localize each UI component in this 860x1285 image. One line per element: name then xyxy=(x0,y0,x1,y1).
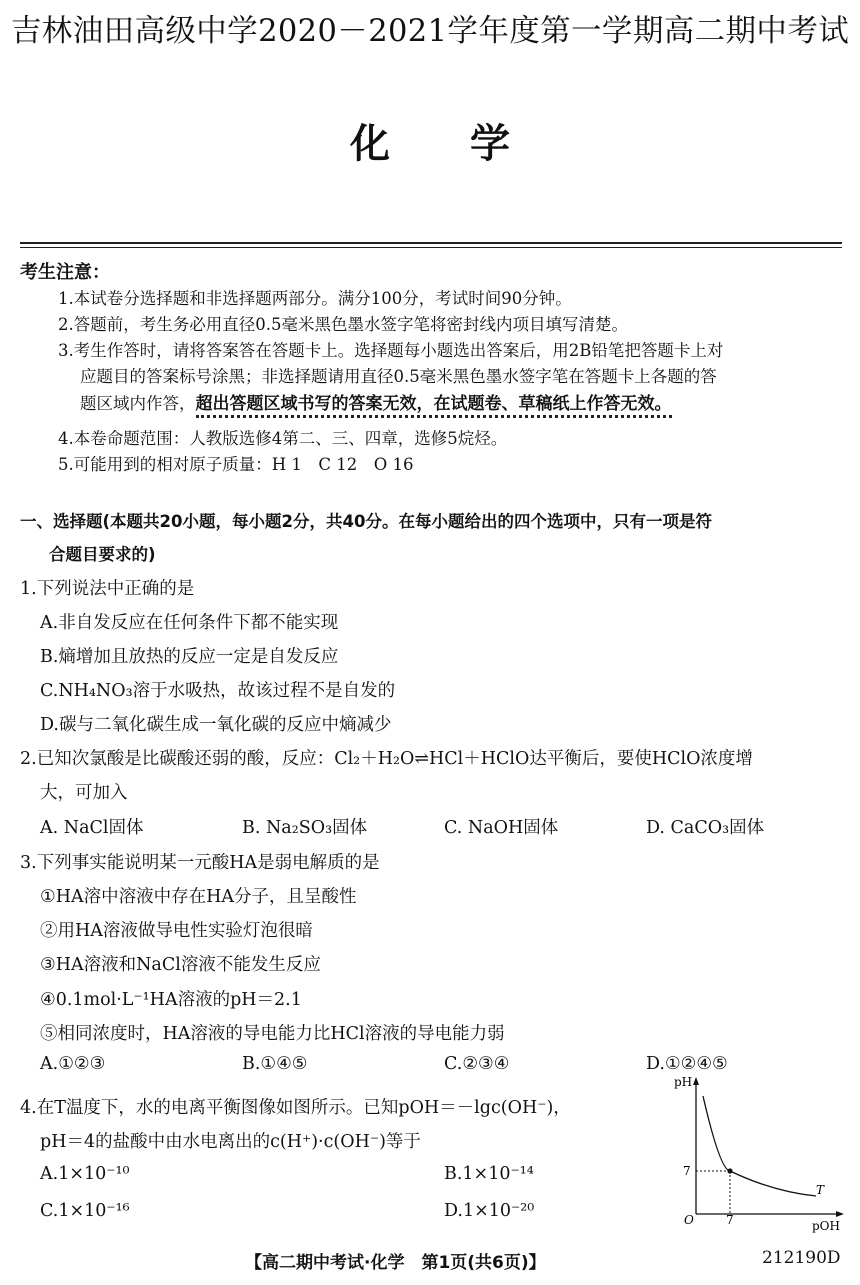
notice-item-1: 1.本试卷分选择题和非选择题两部分。满分100分，考试时间90分钟。 xyxy=(58,289,572,308)
q2-option-b: B. Na₂SO₃固体 xyxy=(242,818,368,838)
notice-item-2: 2.答题前，考生务必用直径0.5毫米黑色墨水签字笔将密封线内项目填写清楚。 xyxy=(58,315,628,334)
q1-option-c: C.NH₄NO₃溶于水吸热，故该过程不是自发的 xyxy=(40,681,396,701)
page-footer: 【高二期中考试·化学 第1页(共6页)】 xyxy=(245,1253,546,1273)
subject-char-2: 学 xyxy=(470,121,510,167)
q1-option-b: B.熵增加且放热的反应一定是自发反应 xyxy=(40,647,339,667)
y-axis-arrow xyxy=(693,1077,699,1085)
y-axis-label: pH xyxy=(674,1075,693,1089)
q4-stem: 4.在T温度下，水的电离平衡图像如图所示。已知pOH＝－lgc(OH⁻)， xyxy=(20,1098,571,1118)
q3-stem: 3.下列事实能说明某一元酸HA是弱电解质的是 xyxy=(20,853,380,873)
q3-fact-2: ②用HA溶液做导电性实验灯泡很暗 xyxy=(40,921,313,941)
q4-option-b: B.1×10⁻¹⁴ xyxy=(444,1164,534,1184)
q4-option-a: A.1×10⁻¹⁰ xyxy=(40,1164,130,1184)
paper-code: 212190D xyxy=(762,1248,841,1268)
notice-item-3-cont2 xyxy=(80,389,672,414)
x-axis-arrow xyxy=(836,1211,844,1217)
notice-item-5: 5.可能用到的相对原子质量：H 1 C 12 O 16 xyxy=(58,455,414,474)
header-rule-thick xyxy=(20,242,842,244)
y-tick-label: 7 xyxy=(683,1164,691,1178)
notice-item-3: 3.考生作答时，请将答案答在答题卡上。选择题每小题选出答案后，用2B铅笔把答题卡上对 xyxy=(58,341,724,360)
q3-fact-4: ④0.1mol·L⁻¹HA溶液的pH＝2.1 xyxy=(40,990,302,1010)
q3-fact-1: ①HA溶中溶液中存在HA分子，且呈酸性 xyxy=(40,887,357,907)
q4-ionization-graph xyxy=(676,1074,846,1234)
notice-title: 考生注意： xyxy=(20,262,110,283)
q3-fact-3: ③HA溶液和NaCl溶液不能发生反应 xyxy=(40,955,321,975)
q2-option-a: A. NaCl固体 xyxy=(40,818,144,838)
origin-label: O xyxy=(684,1213,694,1227)
exam-title: 吉林油田高级中学2020－2021学年度第一学期高二期中考试 xyxy=(10,14,850,49)
header-rule-thin xyxy=(20,247,842,248)
q2-option-c: C. NaOH固体 xyxy=(444,818,559,838)
x-tick-label: 7 xyxy=(726,1213,734,1227)
q3-fact-5: ⑤相同浓度时，HA溶液的导电能力比HCl溶液的导电能力弱 xyxy=(40,1024,505,1044)
isotherm-curve xyxy=(703,1096,816,1196)
q2-stem-cont: 大，可加入 xyxy=(40,783,128,803)
q1-option-d: D.碳与二氧化碳生成一氧化碳的反应中熵减少 xyxy=(40,715,392,735)
q3-option-b: B.①④⑤ xyxy=(242,1054,308,1074)
q4-stem-cont: pH＝4的盐酸中由水电离出的c(H⁺)·c(OH⁻)等于 xyxy=(40,1132,421,1152)
q3-option-d: D.①②④⑤ xyxy=(646,1054,728,1074)
q4-option-d: D.1×10⁻²⁰ xyxy=(444,1201,535,1221)
equilibrium-point xyxy=(727,1168,732,1173)
notice-item-4: 4.本卷命题范围：人教版选修4第二、三、四章，选修5烷烃。 xyxy=(58,429,508,448)
section-heading: 一、选择题(本题共20小题，每小题2分，共40分。在每小题给出的四个选项中，只有一项是符 xyxy=(20,512,712,531)
notice-emphasis: 超出答题区域书写的答案无效，在试题卷、草稿纸上作答无效。 xyxy=(196,394,672,418)
x-axis-label: pOH xyxy=(812,1219,840,1233)
notice-item-3-cont: 应题目的答案标号涂黑；非选择题请用直径0.5毫米黑色墨水签字笔在答题卡上各题的答 xyxy=(80,367,717,386)
q1-stem: 1.下列说法中正确的是 xyxy=(20,579,195,599)
q3-option-c: C.②③④ xyxy=(444,1054,510,1074)
q1-option-a: A.非自发反应在任何条件下都不能实现 xyxy=(40,613,339,633)
q2-stem: 2.已知次氯酸是比碳酸还弱的酸，反应：Cl₂＋H₂O⇌HCl＋HClO达平衡后，要使HClO浓度增 xyxy=(20,749,753,769)
q3-option-a: A.①②③ xyxy=(40,1054,106,1074)
subject-char-1: 化 xyxy=(350,121,390,167)
q2-option-d: D. CaCO₃固体 xyxy=(646,818,765,838)
notice-item-3-tail: 题区域内作答， xyxy=(80,394,196,413)
curve-label: T xyxy=(816,1183,825,1197)
q4-option-c: C.1×10⁻¹⁶ xyxy=(40,1201,130,1221)
subject-title xyxy=(0,112,860,169)
section-heading-cont: 合题目要求的) xyxy=(49,545,156,564)
